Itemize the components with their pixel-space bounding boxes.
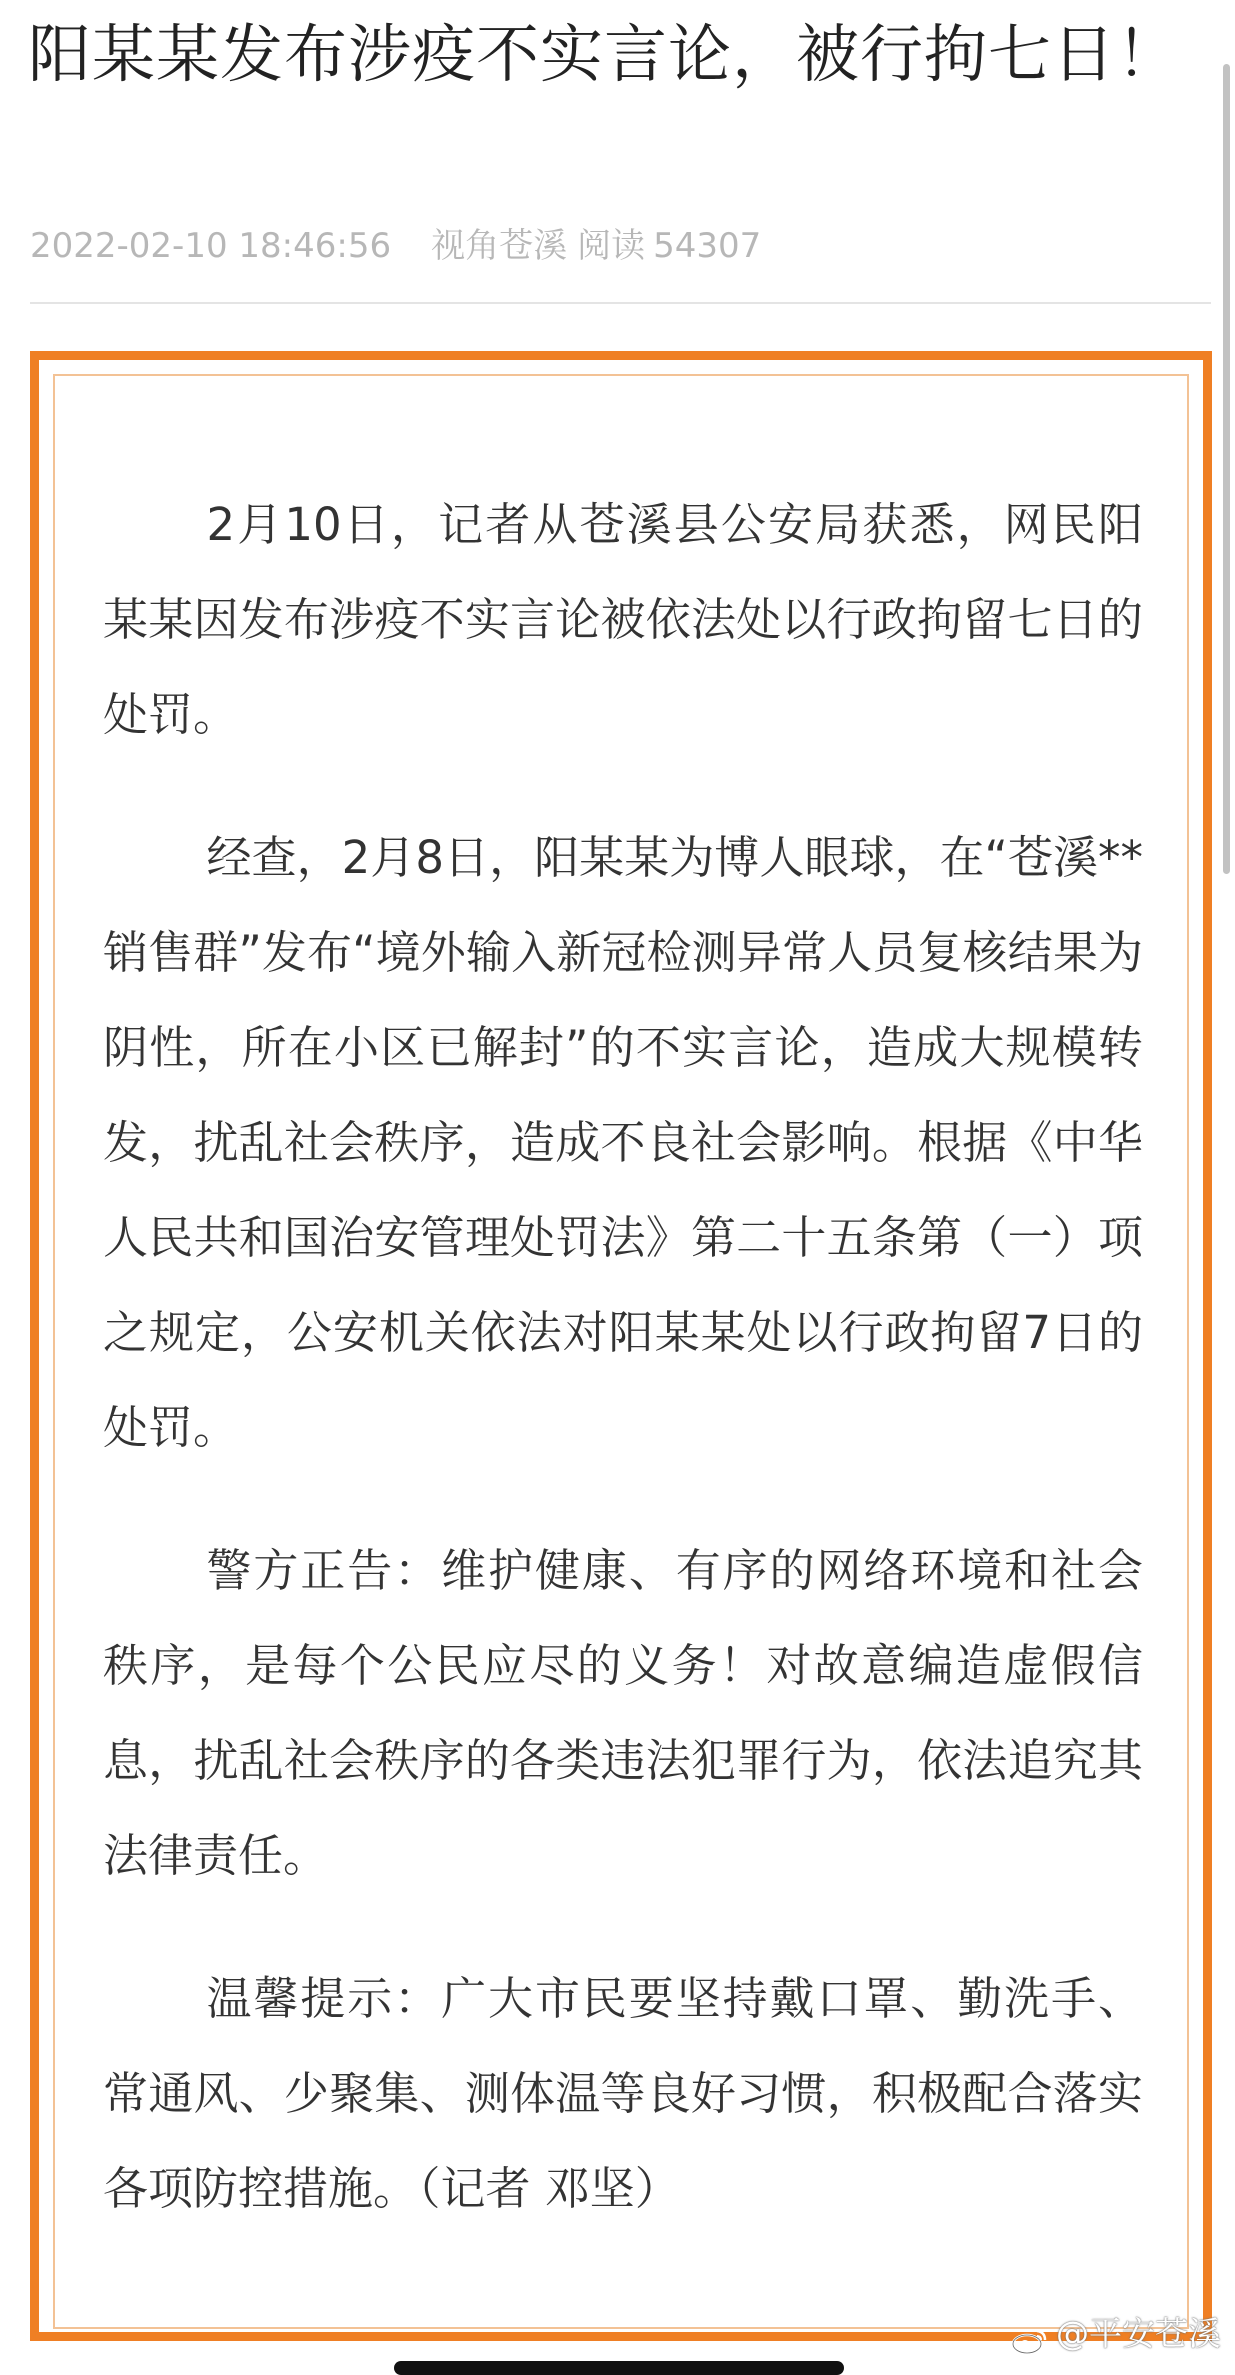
- watermark-text: @平安苍溪: [1056, 2314, 1221, 2353]
- reads-count: 54307: [653, 226, 762, 266]
- scrollbar[interactable]: [1223, 64, 1230, 874]
- watermark: [1010, 2312, 1221, 2356]
- article-meta: [30, 224, 761, 268]
- paragraph: 温馨提示：广大市民要坚持戴口罩、勤洗手、常通风、少聚集、测体温等良好习惯，积极配合落实各项防控措施。（记者 邓坚）: [103, 1972, 1143, 2215]
- paragraph: 经查，2月8日，阳某某为博人眼球，在“苍溪**销售群”发布“境外输入新冠检测异常人员复核结果为阴性，所在小区已解封”的不实言论，造成大规模转发，扰乱社会秩序，造成不良社会影响。根据《中华人民共和国治安管理处罚法》第二十五条第（一）项之规定，公安机关依法对阳某某处以行政拘留7日的处罚。: [103, 831, 1143, 1454]
- paragraph: 警方正告：维护健康、有序的网络环境和社会秩序，是每个公民应尽的义务！对故意编造虚假信息，扰乱社会秩序的各类违法犯罪行为，依法追究其法律责任。: [103, 1544, 1143, 1882]
- publish-date: 2022-02-10 18:46:56: [30, 226, 392, 266]
- article-title: 阳某某发布涉疫不实言论，被行拘七日！: [28, 18, 1180, 91]
- paragraph: 2月10日，记者从苍溪县公安局获悉，网民阳某某因发布涉疫不实言论被依法处以行政拘留七日的处罚。: [103, 498, 1143, 741]
- reads-label: 阅读: [577, 226, 646, 266]
- source-name[interactable]: 视角苍溪: [431, 226, 568, 266]
- notice-body: [103, 477, 1143, 2284]
- home-indicator[interactable]: [394, 2361, 844, 2375]
- header-divider: [30, 302, 1211, 304]
- weibo-icon: [1010, 2322, 1050, 2350]
